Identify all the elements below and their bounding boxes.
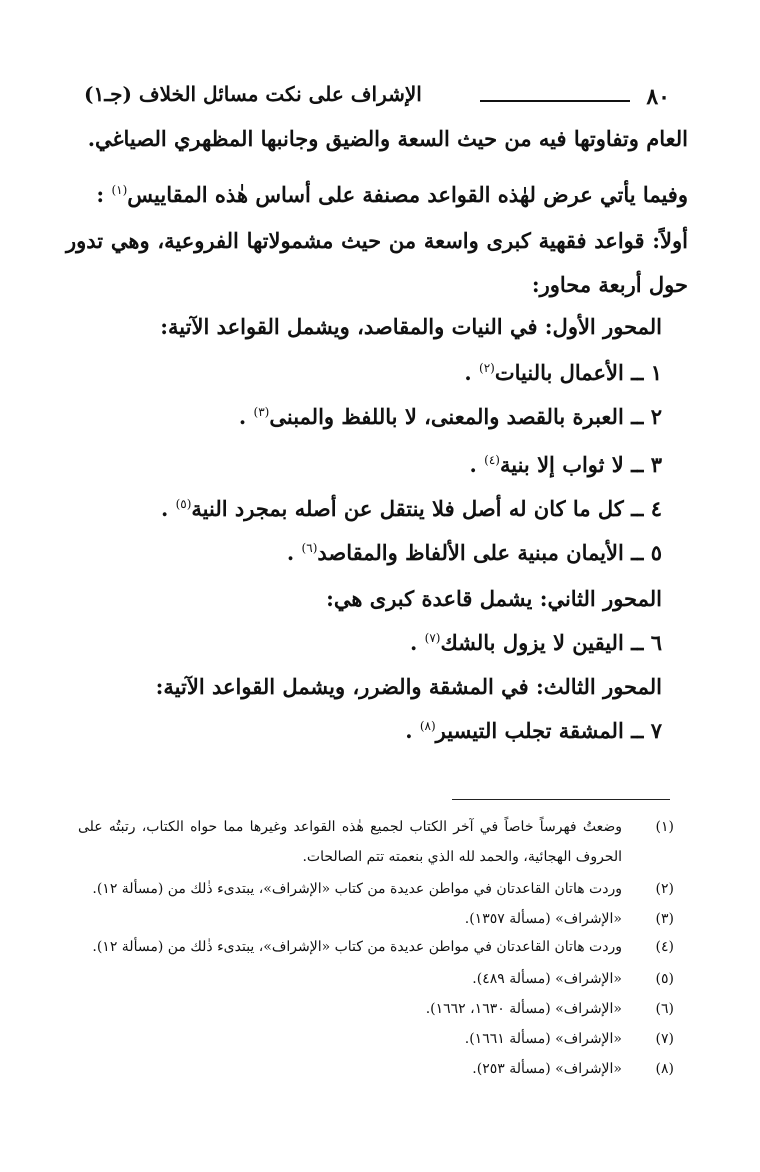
footnote-text: «الإشراف» (مسألة ١٦٣٠، ١٦٦٢). <box>425 1001 622 1017</box>
header-rule <box>480 100 630 102</box>
footnote-ref[interactable]: (٨) <box>419 719 436 733</box>
footnote-text: «الإشراف» (مسألة ٢٥٣). <box>472 1061 622 1077</box>
footnote-number: (٣) <box>655 911 674 927</box>
body-line: أولاً: قواعد فقهية كبرى واسعة من حيث مشمولاتها الفروعية، وهي تدور <box>66 228 688 253</box>
rule-item: ٥ ــ الأيمان مبنية على الألفاظ والمقاصد$^{(٦)}$ . <box>286 540 662 565</box>
footnote-text: «الإشراف» (مسألة ٤٨٩). <box>472 971 622 987</box>
footnote-number: (٦) <box>655 1001 674 1017</box>
footnote-text: «الإشراف» (مسألة ١٦٦١). <box>464 1031 622 1047</box>
footnote-ref[interactable]: (١) <box>111 183 128 197</box>
axis-heading: المحور الثالث: في المشقة والضرر، ويشمل القواعد الآتية: <box>155 674 662 699</box>
footnote-number: (٨) <box>655 1061 674 1077</box>
rule-item: ١ ــ الأعمال بالنيات$^{(٢)}$ . <box>464 360 662 385</box>
rule-item: ٣ ــ لا ثواب إلا بنية$^{(٤)}$ . <box>469 452 662 477</box>
footnote-ref[interactable]: (٥) <box>175 497 192 511</box>
body-line: حول أربعة محاور: <box>531 272 688 297</box>
footnote-number: (٥) <box>655 971 674 987</box>
footnote-ref[interactable]: (٣) <box>253 405 270 419</box>
body-line: وفيما يأتي عرض لهٰذه القواعد مصنفة على أساس هٰذه المقاييس$^{(١)}$ : <box>96 182 688 207</box>
rule-item: ٧ ــ المشقة تجلب التيسير$^{(٨)}$ . <box>405 718 662 743</box>
rule-item: ٦ ــ اليقين لا يزول بالشك$^{(٧)}$ . <box>410 630 662 655</box>
body-line: العام وتفاوتها فيه من حيث السعة والضيق وجانبها المظهري الصياغي. <box>87 126 688 151</box>
running-header <box>84 78 670 118</box>
page-number: ٨٠ <box>646 84 670 110</box>
footnote-text: وردت هاتان القاعدتان في مواطن عديدة من كتاب «الإشراف»، يبتدىء ذٰلك من (مسألة ١٢). <box>92 939 622 955</box>
footnote-separator <box>452 799 670 800</box>
footnote-ref[interactable]: (٧) <box>424 631 441 645</box>
footnote-ref[interactable]: (٦) <box>301 541 318 555</box>
rule-item: ٢ ــ العبرة بالقصد والمعنى، لا باللفظ والمبنى$^{(٣)}$ . <box>238 404 662 429</box>
footnote-text: «الإشراف» (مسألة ١٣٥٧). <box>464 911 622 927</box>
footnote-ref[interactable]: (٢) <box>479 361 495 375</box>
rule-item: ٤ ــ كل ما كان له أصل فلا ينتقل عن أصله بمجرد النية$^{(٥)}$ . <box>160 496 662 521</box>
axis-heading: المحور الأول: في النيات والمقاصد، ويشمل القواعد الآتية: <box>160 314 662 339</box>
footnote-number: (٢) <box>655 881 674 897</box>
axis-heading: المحور الثاني: يشمل قاعدة كبرى هي: <box>326 586 662 611</box>
footnote-text: وردت هاتان القاعدتان في مواطن عديدة من كتاب «الإشراف»، يبتدىء ذٰلك من (مسألة ١٢). <box>92 881 622 897</box>
running-title: الإشراف على نكت مسائل الخلاف (جـ١) <box>84 82 422 106</box>
footnote-number: (٤) <box>655 939 674 955</box>
footnote-ref[interactable]: (٤) <box>484 453 500 467</box>
footnote-number: (١) <box>655 819 674 835</box>
footnote-number: (٧) <box>655 1031 674 1047</box>
footnote-text: وضعتُ فهرساً خاصاً في آخر الكتاب لجميع هٰذه القواعد وغيرها مما حواه الكتاب، رتبتُه على الحروف الهجائية، والحمد لله الذي بنعمته تتم الصالحات. <box>78 819 622 865</box>
